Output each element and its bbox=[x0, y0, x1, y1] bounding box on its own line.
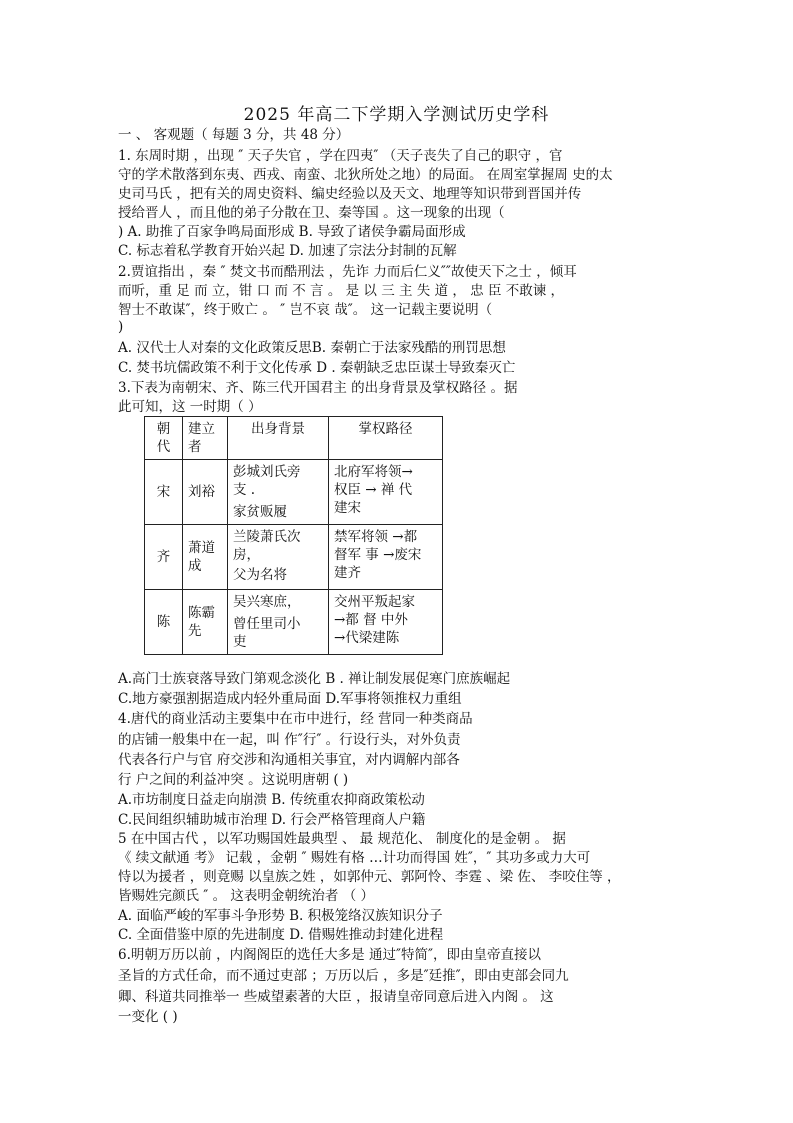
q3-line: 3.下表为南朝宋、齐、陈三代开国君主 的出身背景及掌权路径 。据 bbox=[118, 380, 518, 396]
q5-line: 《 续文献通 考》 记载 ，金朝 ″ 赐姓有格 …计功而得国 姓″，″ 其功多或力大可 bbox=[118, 850, 591, 866]
q3-line: 此可知，这 一时期（ ） bbox=[118, 399, 262, 415]
q2-line: ) bbox=[118, 319, 124, 335]
cell-founder: 刘裕 bbox=[183, 460, 228, 525]
header-cell-path: 掌权路径 bbox=[329, 417, 443, 460]
cell-dynasty: 陈 bbox=[145, 590, 183, 655]
q1-line: 守的学术散落到东夷、西戎、南蛮、北狄所处之地）的局面。 在周室掌握周 史的太 bbox=[118, 167, 613, 183]
q6-line: 一变化 ( ) bbox=[118, 1009, 178, 1025]
cell-dynasty: 齐 bbox=[145, 525, 183, 590]
q5-options: C. 全面借鉴中原的先进制度 D. 借赐姓推动封建化进程 bbox=[118, 927, 444, 943]
q1-line: 史司马氏 ，把有关的周史资料、编史经验以及天文、地理等知识带到晋国并传 bbox=[118, 186, 582, 202]
q3-options: A.高门士族衰落导致门第观念淡化 B . 禅让制发展促寒门庶族崛起 bbox=[118, 671, 511, 687]
q5-line: 5 在中国古代 ，以军功赐国姓最典型 、 最 规范化、 制度化的是金朝 。 据 bbox=[118, 831, 566, 847]
q5-line: 皆赐姓完颜氏 ″ 。 这表明金朝统治者 （ ） bbox=[118, 888, 374, 904]
table-header-row bbox=[145, 417, 443, 460]
cell-path: 交州平叛起家 →都 督 中外 →代梁建陈 bbox=[329, 590, 443, 655]
section-heading: 一 、 客观题（ 每题 3 分，共 48 分） bbox=[118, 127, 350, 143]
table-row bbox=[145, 525, 443, 590]
exam-title: 2025 年高二下学期入学测试历史学科 bbox=[243, 105, 550, 125]
q2-options: A. 汉代士人对秦的文化政策反思B. 秦朝亡于法家残酷的刑罚思想 bbox=[118, 340, 506, 356]
q4-line: 的店铺一般集中在一起，叫 作″行″ 。行设行头，对外负责 bbox=[118, 732, 461, 748]
q1-line: 1. 东周时期 ，出现 ″ 天子失官 ，学在四夷″ （天子丧失了自己的职守 ，官 bbox=[118, 148, 563, 164]
q3-table bbox=[144, 416, 443, 655]
q1-options: C. 标志着私学教育开始兴起 D. 加速了宗法分封制的瓦解 bbox=[118, 243, 457, 259]
q3-options: C.地方豪强割据造成内轻外重局面 D.军事将领推权力重组 bbox=[118, 691, 462, 707]
header-cell-background: 出身背景 bbox=[228, 417, 329, 460]
q6-line: 圣旨的方式任命，而不通过吏部 ；万历以后 ，多是″廷推″，即由吏部会同九 bbox=[118, 968, 569, 984]
cell-founder: 萧道 成 bbox=[183, 525, 228, 590]
q1-line: 授给晋人 ，而且他的弟子分散在卫、秦等国 。这一现象的出现（ bbox=[118, 205, 505, 221]
q6-line: 6.明朝万历以前 ，内阁阁臣的选任大多是 通过″特简″，即由皇帝直接以 bbox=[118, 947, 542, 963]
cell-background: 兰陵萧氏次 房， 父为名将 bbox=[228, 525, 329, 590]
cell-founder: 陈霸 先 bbox=[183, 590, 228, 655]
q4-line: 4.唐代的商业活动主要集中在市中进行，经 营同一种类商品 bbox=[118, 711, 473, 727]
q2-line: 2.贾谊指出 ，秦 ″ 焚文书而酷刑法 ，先诈 力而后仁义″″故使天下之士 ，倾耳 bbox=[118, 264, 577, 280]
header-cell-dynasty: 朝 代 bbox=[145, 417, 183, 460]
q6-line: 卿、科道共同推举一 些威望素著的大臣 ，报请皇帝同意后进入内阁 。 这 bbox=[118, 989, 554, 1005]
table-row bbox=[145, 460, 443, 525]
q2-options: C. 焚书坑儒政策不利于文化传承 D . 秦朝缺乏忠臣谋士导致秦灭亡 bbox=[118, 360, 516, 376]
table-row bbox=[145, 590, 443, 655]
q1-options: ) A. 助推了百家争鸣局面形成 B. 导致了诸侯争霸局面形成 bbox=[118, 224, 466, 240]
q4-options: A.市坊制度日益走向崩溃 B. 传统重农抑商政策松动 bbox=[118, 792, 425, 808]
q2-line: 智士不敢谋″，终于败亡 。 ″ 岂不哀 哉″。 这一记载主要说明（ bbox=[118, 302, 493, 318]
q5-line: 恃以为援者 ，则竟赐 以皇族之姓 ，如郭仲元、郭阿怜、李霆 、梁 佐、 李咬住等 ， bbox=[118, 869, 621, 885]
header-cell-founder: 建立 者 bbox=[183, 417, 228, 460]
q5-options: A. 面临严峻的军事斗争形势 B. 积极笼络汉族知识分子 bbox=[118, 908, 443, 924]
cell-background: 彭城刘氏旁 支 . 家贫贩履 bbox=[228, 460, 329, 525]
q2-line: 而听，重 足 而 立，钳 口 而 不 言 。 是 以 三 主 失 道 ， 忠 臣 不敢谏 ， bbox=[118, 283, 565, 299]
cell-background: 吴兴寒庶， 曾任里司小 吏 bbox=[228, 590, 329, 655]
cell-path: 北府军将领→ 权臣 → 禅 代 建宋 bbox=[329, 460, 443, 525]
cell-path: 禁军将领 →都 督军 事 →废宋 建齐 bbox=[329, 525, 443, 590]
q4-line: 行 户之间的利益冲突 。这说明唐朝 ( ) bbox=[118, 772, 349, 788]
q4-line: 代表各行户与官 府交涉和沟通相关事宜，对内调解内部各 bbox=[118, 752, 460, 768]
q4-options: C.民间组织辅助城市治理 D. 行会严格管理商人户籍 bbox=[118, 812, 426, 828]
cell-dynasty: 宋 bbox=[145, 460, 183, 525]
